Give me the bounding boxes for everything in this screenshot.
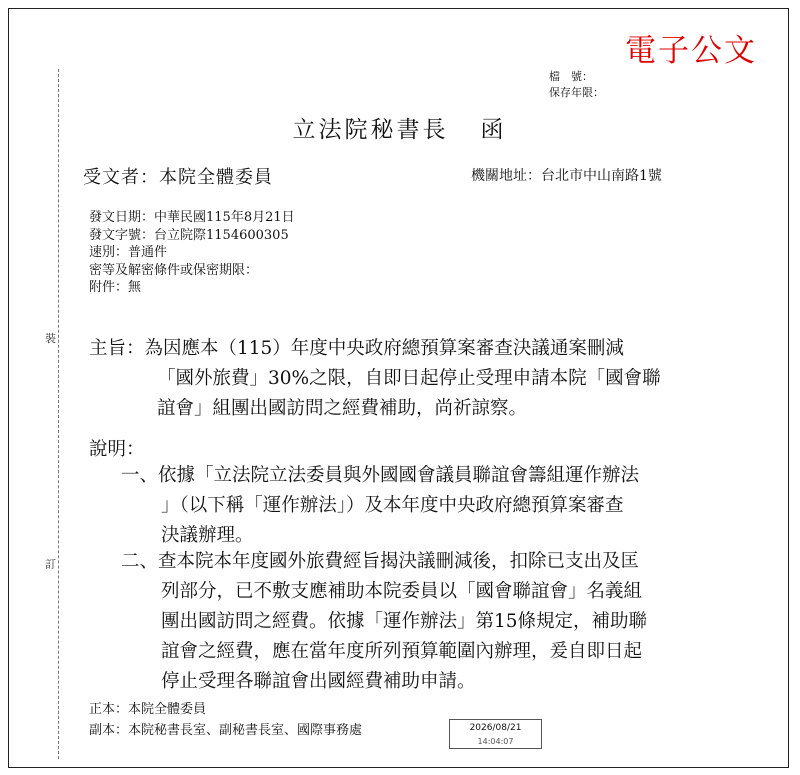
- confidentiality: 密等及解密條件或保密期限：: [89, 262, 259, 278]
- distribution: [89, 699, 362, 741]
- receipt-date-stamp: [449, 719, 542, 749]
- item-line: 團出國訪問之經費。依據「運作辦法」第15條規定，補助聯: [161, 611, 648, 632]
- dispatch-date: 發文日期：中華民國115年8月21日: [89, 210, 295, 225]
- stamp-time: 14:04:07: [477, 737, 514, 746]
- binding-mark-top: 裝: [45, 332, 56, 345]
- subject-line: 誼會」組團出國訪問之經費補助，尚祈諒察。: [157, 398, 528, 419]
- title-org: 立法院秘書長: [292, 117, 449, 143]
- attachments: 附件：無: [89, 280, 142, 295]
- retention-period-label: 保存年限：: [549, 86, 604, 99]
- file-meta: [549, 69, 604, 101]
- binding-mark-bottom: 訂: [45, 558, 56, 571]
- original-recipients: 正本：本院全體委員: [89, 702, 207, 717]
- document-page: [8, 8, 789, 768]
- binding-line: [58, 69, 59, 759]
- file-number-label: 檔 號：: [549, 70, 593, 83]
- recipient: 受文者：本院全體委員: [83, 167, 273, 188]
- document-title: [9, 111, 789, 144]
- stamp-date: 2026/08/21: [469, 723, 522, 733]
- item-line: 列部分，已不敷支應補助本院委員以「國會聯誼會」名義組: [161, 581, 643, 602]
- explanation-heading: 說明：: [89, 439, 145, 460]
- explanation-item-2: [121, 547, 761, 697]
- subject-line: 「國外旅費」30%之限，自即日起停止受理申請本院「國會聯: [157, 368, 661, 389]
- subject: [89, 334, 749, 424]
- explanation-item-1: [121, 461, 761, 551]
- item-line: 」（以下稱「運作辦法」）及本年度中央政府總預算案審查: [161, 495, 624, 516]
- urgency: 速別：普通件: [89, 245, 168, 260]
- title-type: 函: [480, 117, 507, 143]
- item-line: 誼會之經費，應在當年度所列預算範圍內辦理，爰自即日起: [161, 641, 643, 662]
- subject-line: 主旨：為因應本（115）年度中央政府總預算案審查決議通案刪減: [89, 338, 624, 359]
- item-line: 二、查本院本年度國外旅費經旨揭決議刪減後，扣除已支出及匡: [121, 551, 640, 572]
- dispatch-number: 發文字號：台立院際1154600305: [89, 227, 289, 243]
- item-line: 一、依據「立法院立法委員與外國國會議員聯誼會籌組運作辦法: [121, 465, 640, 486]
- item-line: 決議辦理。: [161, 525, 254, 546]
- agency-address: 機關地址：台北市中山南路1號: [471, 168, 662, 184]
- copy-recipients: 副本：本院秘書長室、副秘書長室、國際事務處: [89, 723, 363, 738]
- electronic-document-stamp: 電子公文: [625, 33, 757, 69]
- dispatch-details: [89, 209, 295, 297]
- item-line: 停止受理各聯誼會出國經費補助申請。: [161, 671, 476, 692]
